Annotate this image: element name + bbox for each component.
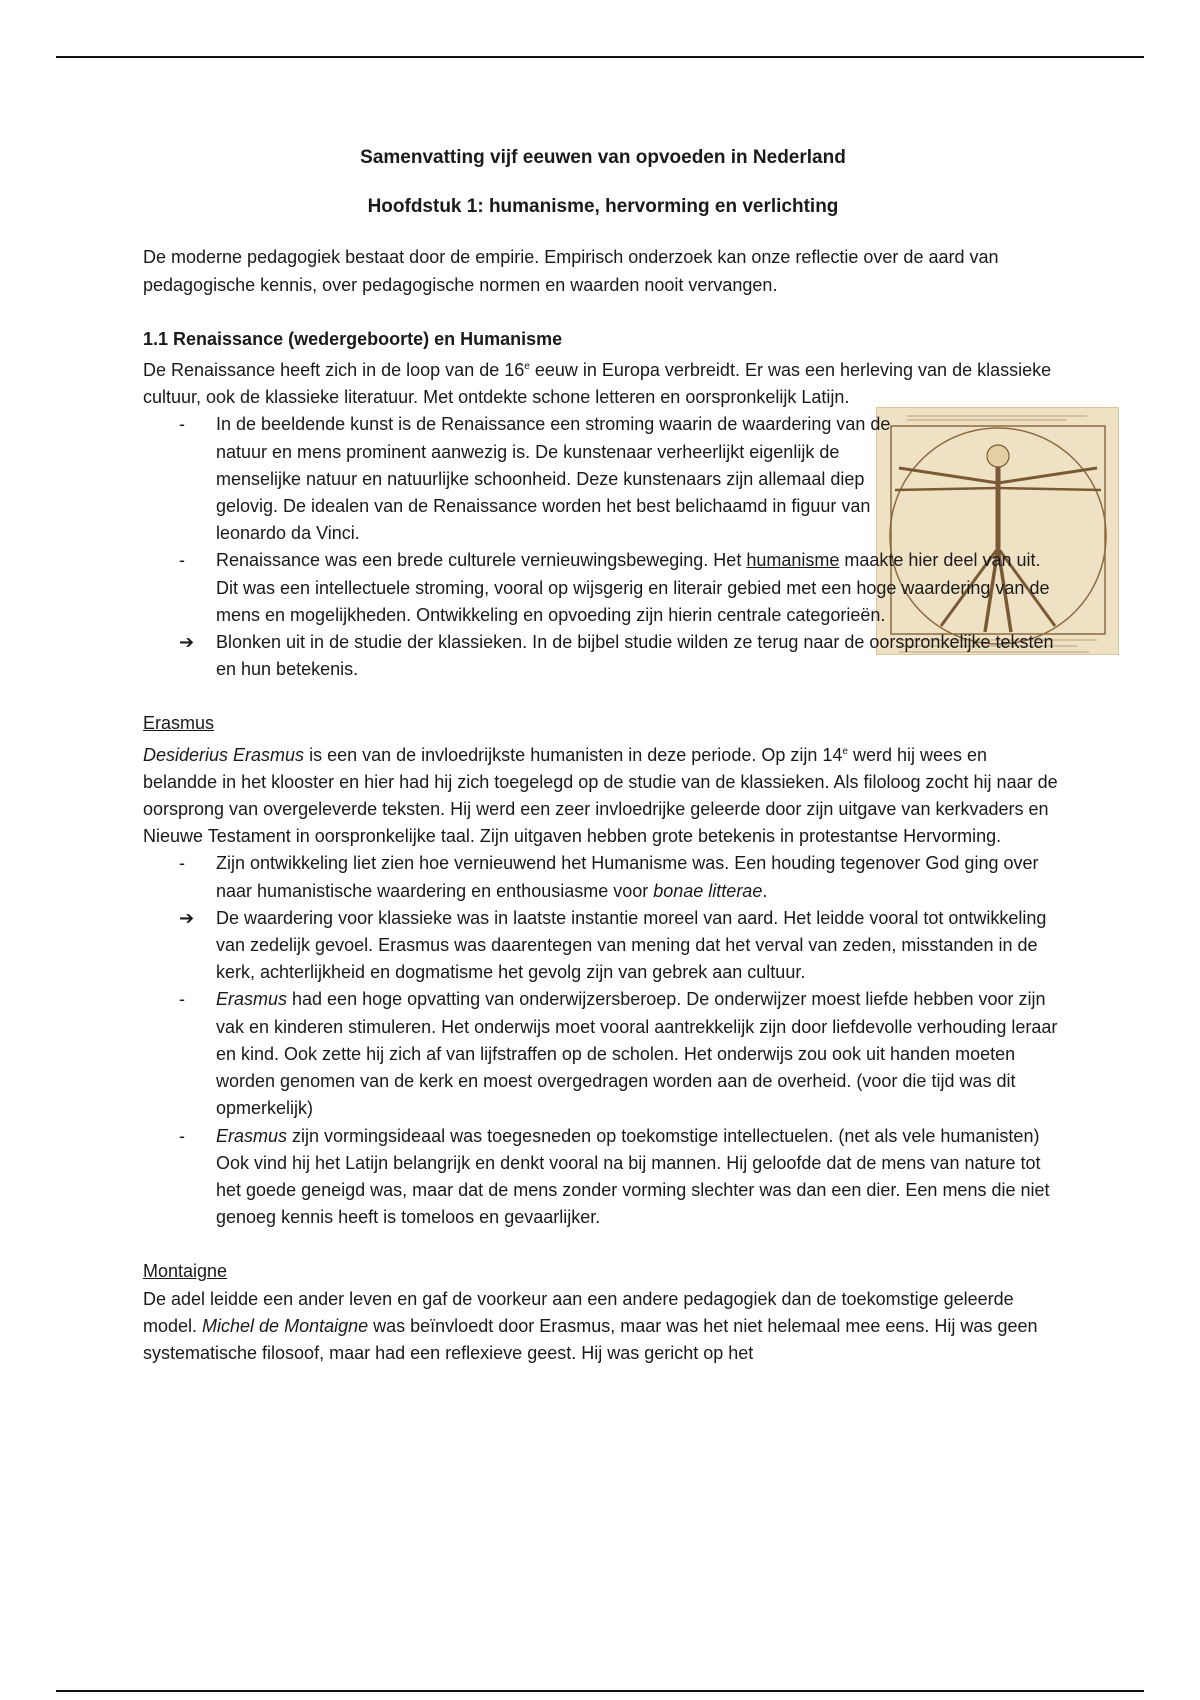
list-item: - In de beeldende kunst is de Renaissance een stroming waarin de waardering van de natuur en mens prominent aanwezig is. De kunstenaar verheerlijkt eigenlijk de menselijke natuur en natuurlijke schoonheid. Deze kunstenaars zijn allemaal diep gelovig. De idealen van de Renaissance worden het best belichaamd in figuur van leonardo da Vinci.: [143, 411, 906, 547]
list-item: - Renaissance was een brede culturele vernieuwingsbeweging. Het humanisme maakte hier deel van uit. Dit was een intellectuele stroming, vooral op wijsgerig en literair gebied met een hoge waardering van de mens en mogelijkheden. Ontwikkeling en opvoeding zijn hierin centrale categorieën.: [143, 547, 1063, 629]
document-page: [143, 140, 1063, 1367]
montaigne-paragraph: De adel leidde een ander leven en gaf de voorkeur aan een andere pedagogiek dan de toekomstige geleerde model. Michel de Montaigne was beïnvloedt door Erasmus, maar was het niet helemaal mee eens. Hij was geen systematische filosoof, maar had een reflexieve geest. Hij was gericht op het: [143, 1288, 1038, 1363]
chapter-title: Hoofdstuk 1: humanisme, hervorming en verlichting: [367, 196, 839, 218]
arrow-icon: ➔: [179, 632, 195, 653]
erasmus-paragraph: Desiderius Erasmus is een van de invloedrijkste humanisten in deze periode. Op zijn 14e werd hij wees en belandde in het klooster en hier had hij zich toegelegd op de studie van de klassieken. Als filoloog zocht hij naar de oorsprong van overgeleverde teksten. Hij werd een zeer invloedrijke geleerde door zijn uitgave van kerkvaders en Nieuwe Testament in oorspronkelijke taal. Zijn uitgaven hebben grote betekenis in protestantse Hervorming.: [143, 744, 1058, 847]
document-title: Samenvatting vijf eeuwen van opvoeden in Nederland: [360, 147, 846, 168]
header-rule: [56, 56, 1144, 58]
list-item: - Erasmus zijn vormingsideaal was toegesneden op toekomstige intellectuelen. (net als vele humanisten) Ook vind hij het Latijn belangrijk en denkt vooral na bij mannen. Hij geloofde dat de mens van nature tot het goede geneigd was, maar dat de mens zonder vorming slechter was dan een dier. Een mens die niet genoeg kennis heeft is tomeloos en gevaarlijker.: [143, 1123, 1063, 1232]
section-heading-montaigne: Montaigne: [143, 1261, 228, 1282]
list-item: - Erasmus had een hoge opvatting van onderwijzersberoep. De onderwijzer moest liefde hebben voor zijn vak en kinderen stimuleren. Het onderwijs moet vooral aantrekkelijk zijn door liefdevolle verhouding leraar en kind. Ook zette hij zich af van lijfstraffen op de scholen. Het onderwijs zou ook uit handen moeten worden genomen van de kerk en moest overgedragen worden aan de overheid. (voor die tijd was dit opmerkelijk): [143, 986, 1063, 1122]
section-heading-renaissance: 1.1 Renaissance (wedergeboorte) en Humanisme: [143, 328, 563, 349]
renaissance-paragraph: De Renaissance heeft zich in de loop van de 16e eeuw in Europa verbreidt. Er was een herleving van de klassieke cultuur, ook de klassieke literatuur. Met ontdekte schone letteren en oorspronkelijk Latijn.: [143, 360, 1052, 408]
erasmus-list: [143, 850, 1063, 1231]
list-item: ➔ De waardering voor klassieke was in laatste instantie moreel van aard. Het leidde vooral tot ontwikkeling van zedelijk gevoel. Erasmus was daarentegen van mening dat het verval van zeden, misstanden in de kerk, achterlijkheid en dogmatisme het gevolg zijn van gebrek aan cultuur.: [143, 905, 1063, 987]
humanisme-term: humanisme: [746, 550, 840, 571]
arrow-icon: ➔: [179, 907, 195, 928]
footer-rule: [56, 1690, 1144, 1692]
list-item: ➔ Blonken uit in de studie der klassieken. In de bijbel studie wilden ze terug naar de oorspronkelijke teksten en hun betekenis.: [143, 629, 1063, 683]
list-item: - Zijn ontwikkeling liet zien hoe vernieuwend het Humanisme was. Een houding tegenover God ging over naar humanistische waardering en enthousiasme voor bonae litterae.: [143, 850, 1063, 904]
intro-paragraph: De moderne pedagogiek bestaat door de empirie. Empirisch onderzoek kan onze reflectie over de aard van pedagogische kennis, over pedagogische normen en waarden nooit vervangen.: [143, 247, 999, 295]
section-heading-erasmus: Erasmus: [143, 713, 215, 734]
renaissance-list: [143, 411, 1063, 683]
